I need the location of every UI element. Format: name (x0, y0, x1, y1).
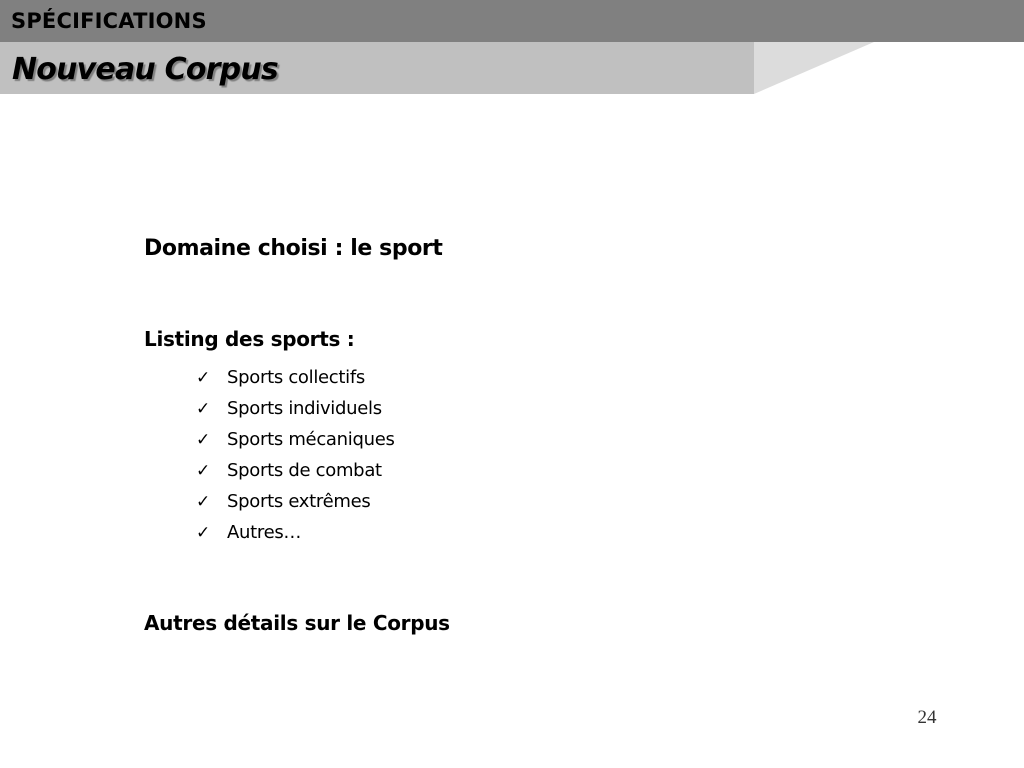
list-item (196, 424, 395, 455)
sport-label: Sports mécaniques (227, 428, 395, 450)
list-item (196, 455, 395, 486)
domain-heading: Domaine choisi : le sport (144, 236, 443, 261)
sport-label: Sports collectifs (227, 366, 365, 388)
list-item (196, 393, 395, 424)
listing-heading: Listing des sports : (144, 327, 355, 351)
checkmark-icon: ✓ (196, 522, 211, 543)
list-item (196, 517, 395, 548)
sport-label: Sports individuels (227, 397, 382, 419)
details-heading: Autres détails sur le Corpus (144, 611, 450, 635)
checkmark-icon: ✓ (196, 429, 211, 450)
page-number: 24 (917, 707, 937, 728)
sport-label: Sports de combat (227, 459, 382, 481)
checkmark-icon: ✓ (196, 367, 211, 388)
checkmark-icon: ✓ (196, 460, 211, 481)
list-item (196, 486, 395, 517)
sport-list (196, 362, 395, 548)
sport-label: Sports extrêmes (227, 490, 371, 512)
section-label: SPÉCIFICATIONS (11, 9, 207, 33)
title-band-wedge (754, 42, 874, 94)
sport-label: Autres… (227, 521, 302, 543)
checkmark-icon: ✓ (196, 398, 211, 419)
list-item (196, 362, 395, 393)
slide-title: Nouveau Corpus (12, 52, 278, 87)
checkmark-icon: ✓ (196, 491, 211, 512)
